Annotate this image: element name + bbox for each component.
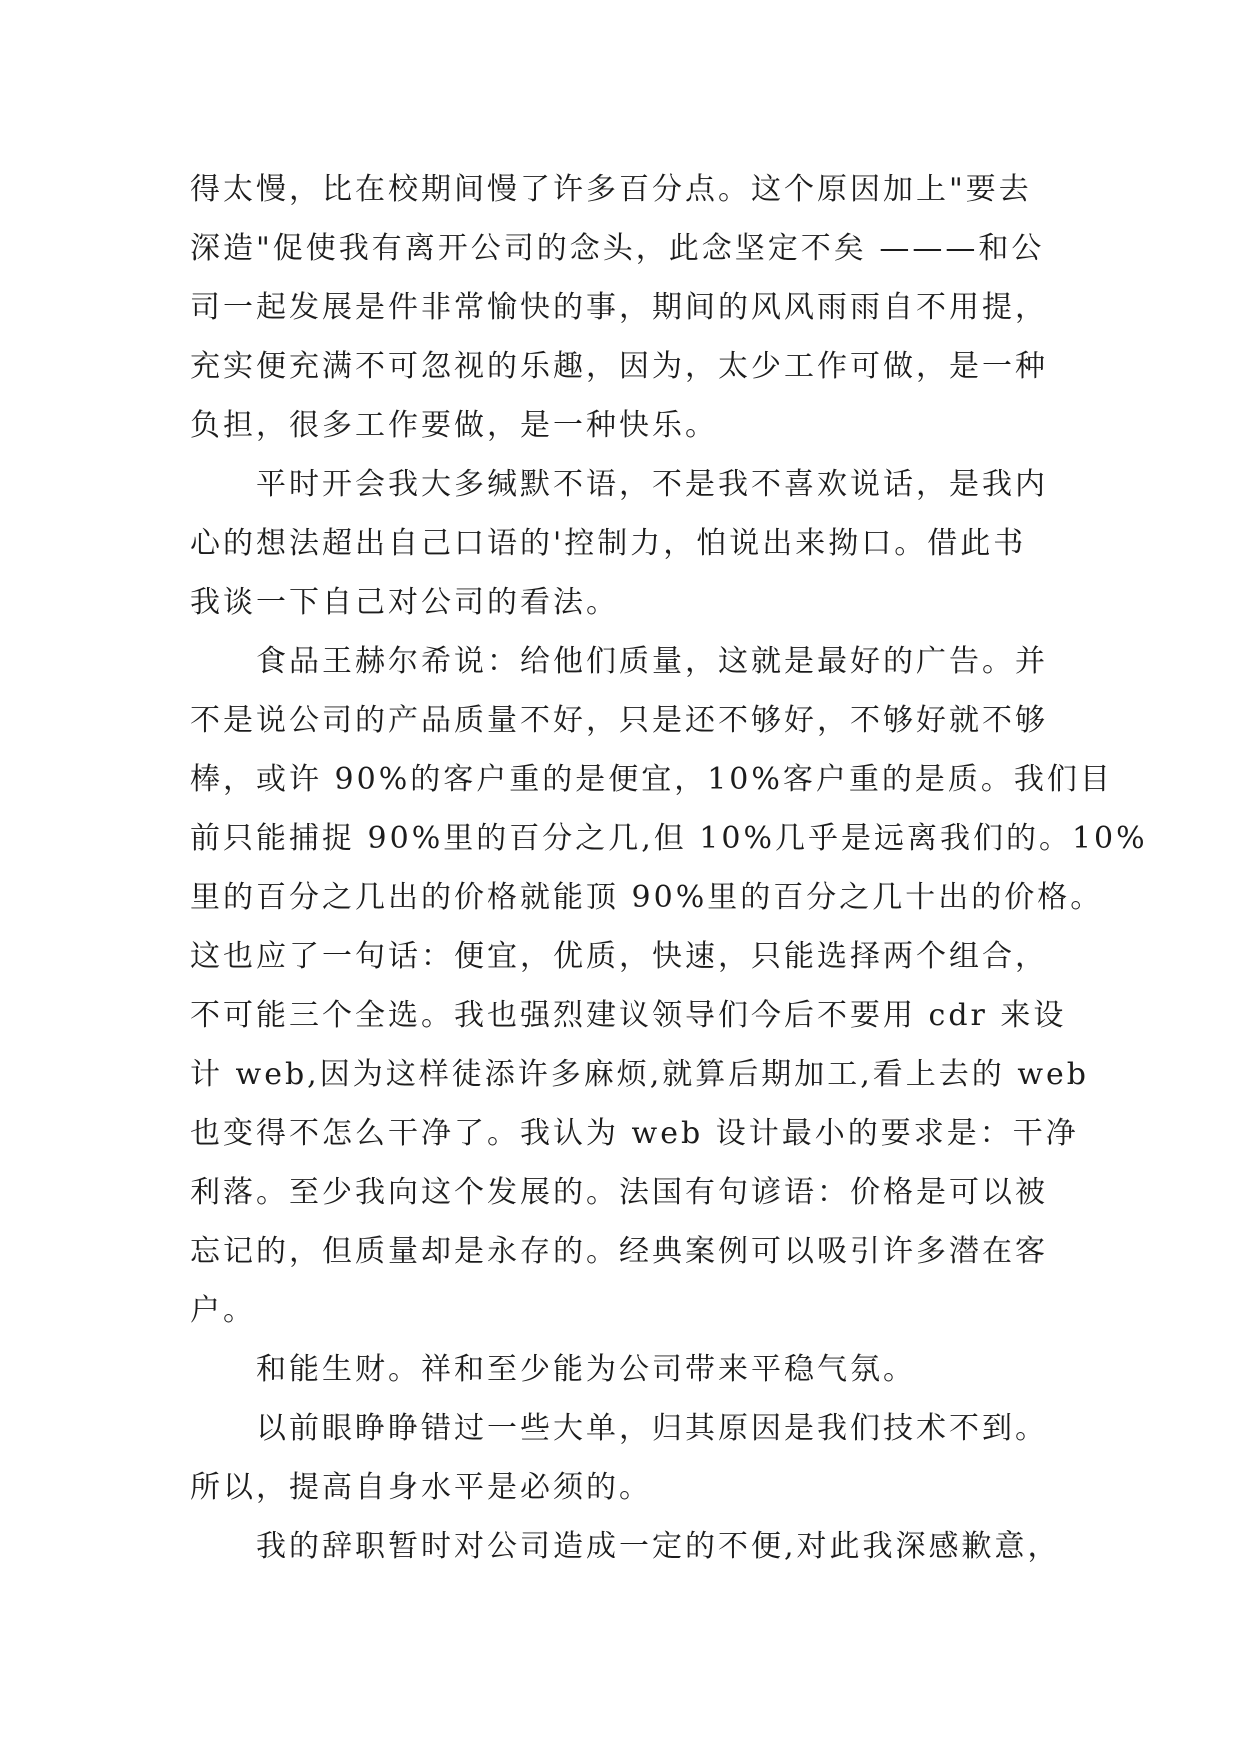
paragraph-start-line: 我的辞职暂时对公司造成一定的不便,对此我深感歉意， [256,1529,1061,1564]
text-line: 前只能捕捉 90%里的百分之几,但 10%几乎是远离我们的。10% [190,821,1148,856]
text-line: 负担，很多工作要做，是一种快乐。 [190,408,718,443]
text-line: 司一起发展是件非常愉快的事，期间的风风雨雨自不用提， [190,290,1048,325]
paragraph-start-line: 以前眼睁睁错过一些大单，归其原因是我们技术不到。 [256,1411,1048,1446]
text-line: 计 web,因为这样徒添许多麻烦,就算后期加工,看上去的 web [190,1057,1089,1092]
text-line: 忘记的，但质量却是永存的。经典案例可以吸引许多潜在客 [190,1234,1048,1269]
text-line: 里的百分之几出的价格就能顶 90%里的百分之几十出的价格。 [190,880,1104,915]
text-line: 也变得不怎么干净了。我认为 web 设计最小的要求是：干净 [190,1116,1079,1151]
text-line: 利落。至少我向这个发展的。法国有句谚语：价格是可以被 [190,1175,1048,1210]
text-line: 这也应了一句话：便宜，优质，快速，只能选择两个组合， [190,939,1048,974]
text-line: 心的想法超出自己口语的'控制力，怕说出来拗口。借此书 [190,526,1027,561]
document-body [190,160,1148,1576]
text-line: 得太慢，比在校期间慢了许多百分点。这个原因加上"要去 [190,172,1032,207]
paragraph-start-line: 平时开会我大多缄默不语，不是我不喜欢说话，是我内 [256,467,1048,502]
text-line: 户。 [190,1293,256,1328]
text-line: 充实便充满不可忽视的乐趣，因为，太少工作可做，是一种 [190,349,1048,384]
paragraph-start-line: 食品王赫尔希说：给他们质量，这就是最好的广告。并 [256,644,1048,679]
text-line: 棒，或许 90%的客户重的是便宜，10%客户重的是质。我们目 [190,762,1113,797]
text-line: 我谈一下自己对公司的看法。 [190,585,619,620]
text-line: 不是说公司的产品质量不好，只是还不够好，不够好就不够 [190,703,1048,738]
text-line: 深造"促使我有离开公司的念头，此念坚定不矣 ———和公 [190,231,1045,266]
paragraph-start-line: 和能生财。祥和至少能为公司带来平稳气氛。 [256,1352,916,1387]
text-line: 所以，提高自身水平是必须的。 [190,1470,652,1505]
text-line: 不可能三个全选。我也强烈建议领导们今后不要用 cdr 来设 [190,998,1067,1033]
